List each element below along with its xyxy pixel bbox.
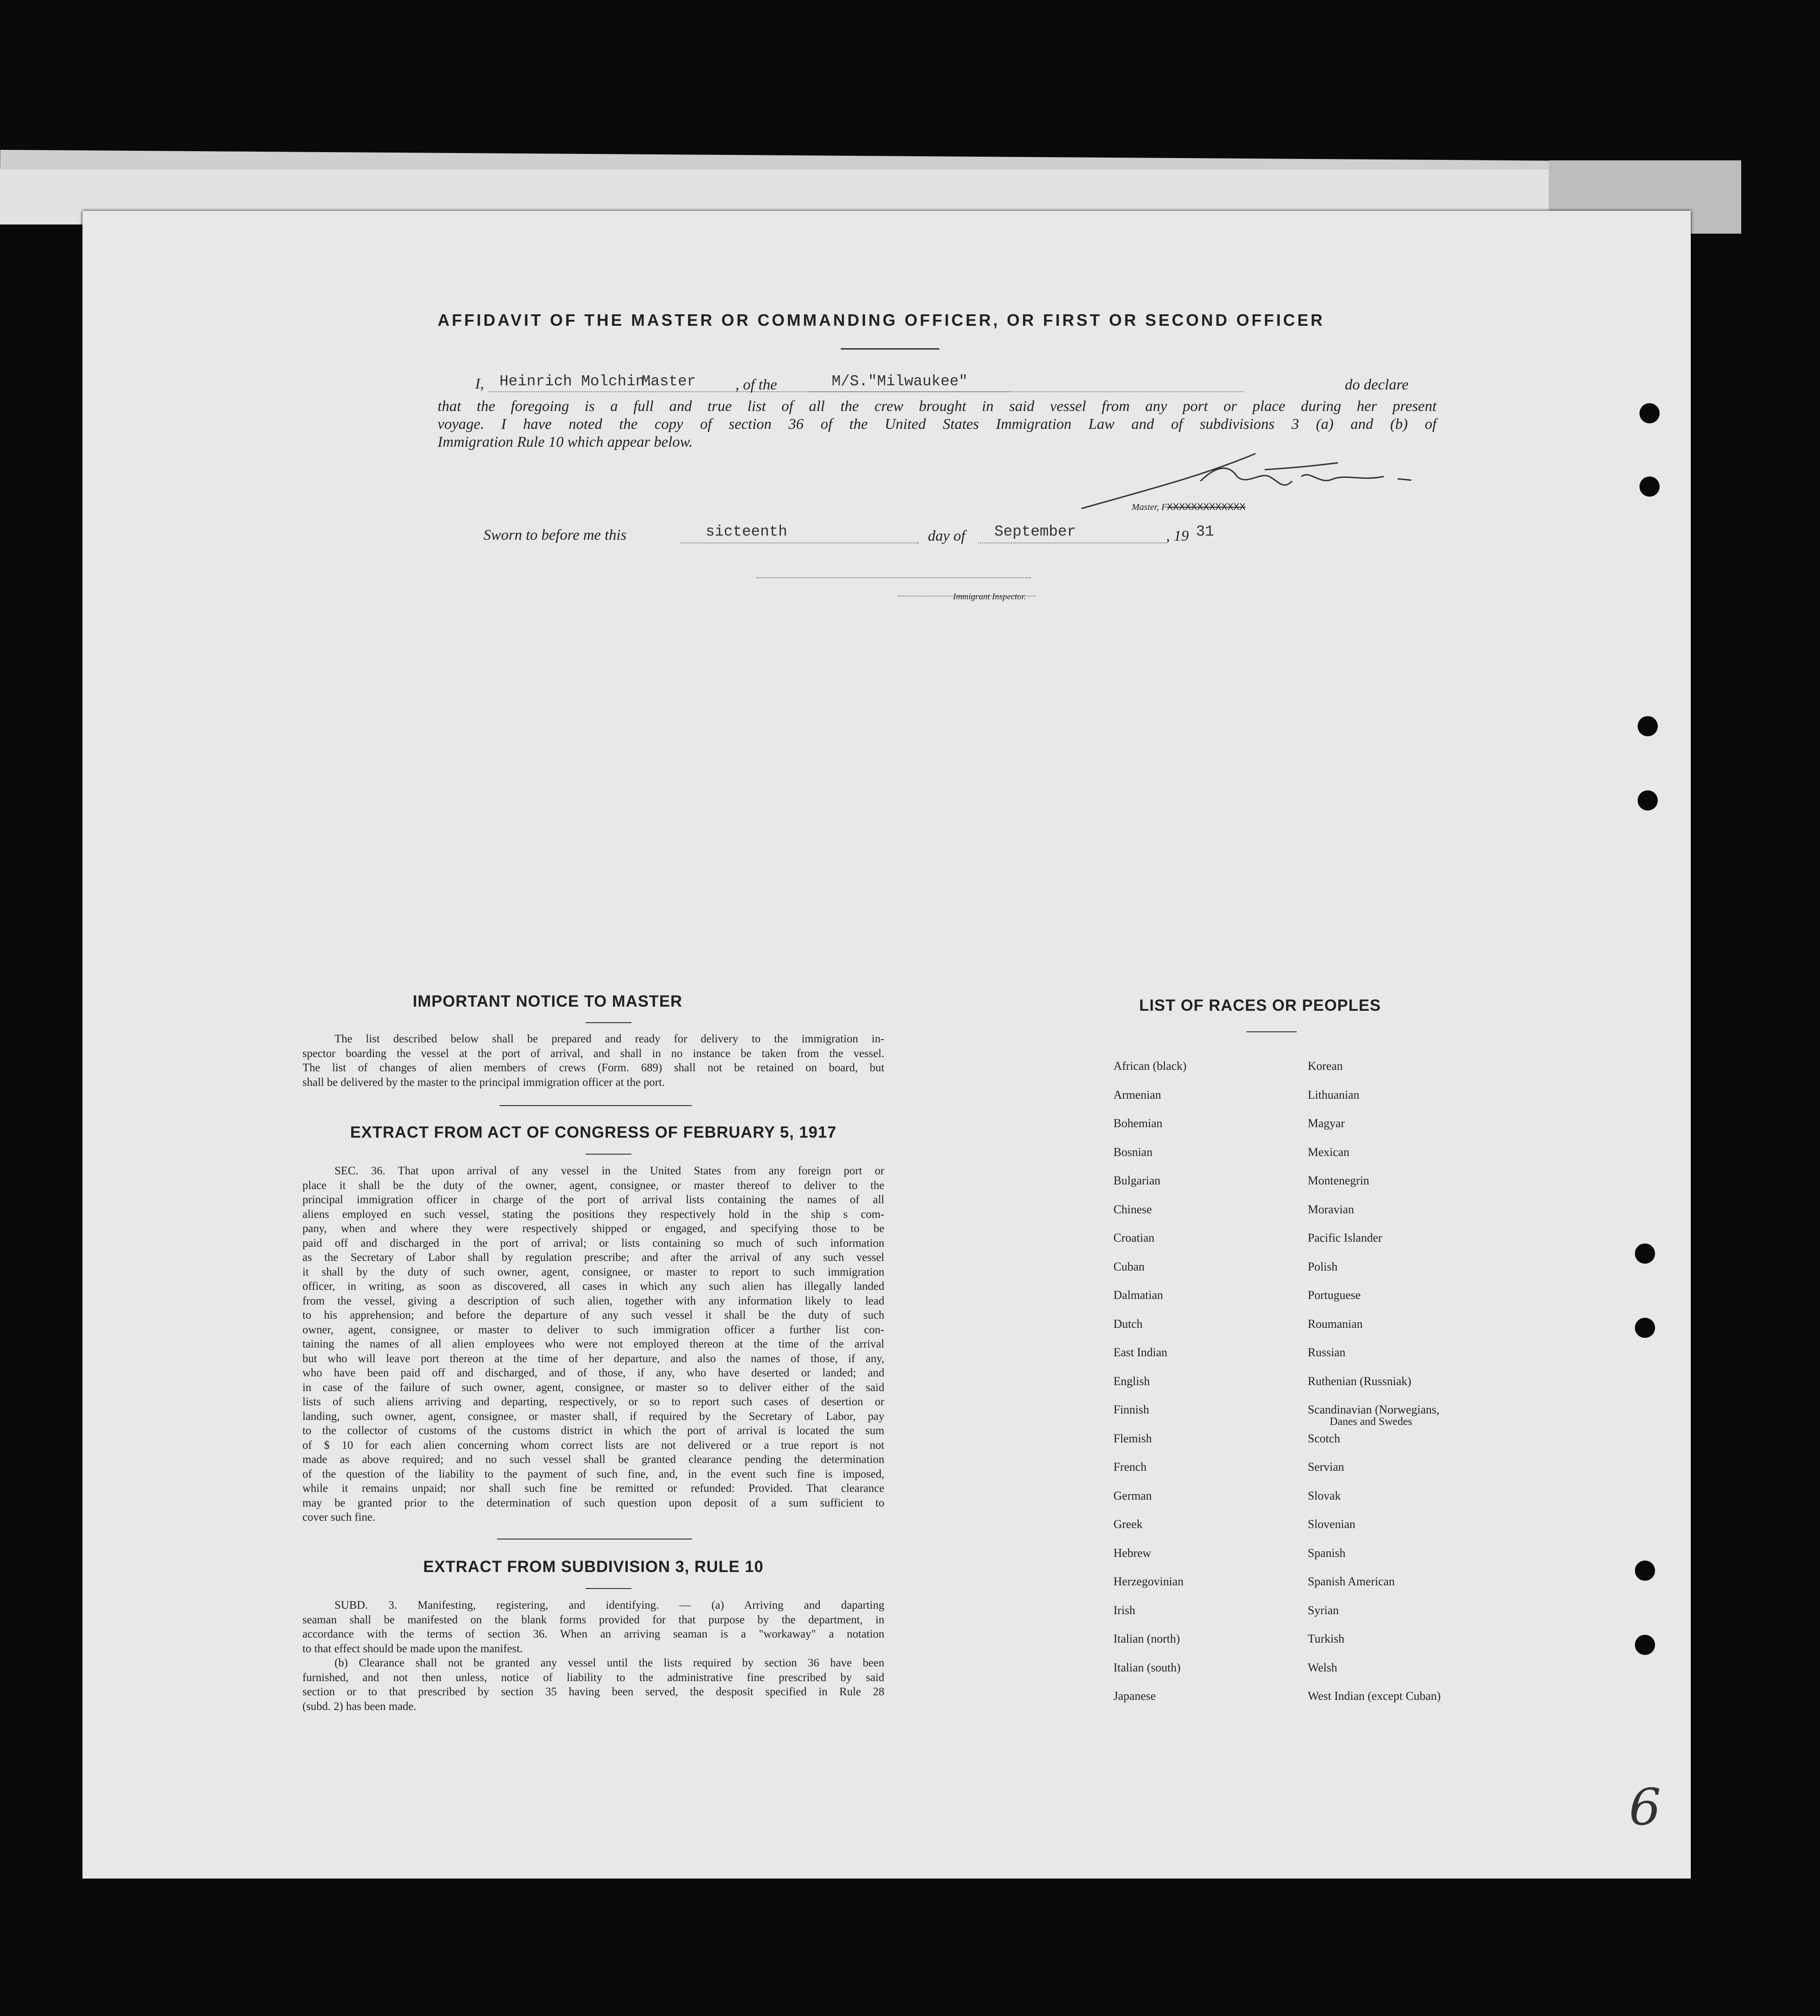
race-item: Polish — [1308, 1260, 1338, 1273]
rule-line: (b) Clearance shall not be granted any vessel until the lists required by section 36 have been — [334, 1657, 884, 1669]
sworn-month: September — [994, 523, 1076, 540]
punch-hole — [1639, 477, 1660, 497]
race-item: Moravian — [1308, 1202, 1354, 1216]
fill-line — [809, 391, 1244, 392]
act-line: made as above required; and no such vessel shall be granted clearance pending the determination — [302, 1453, 884, 1466]
act-line: of $ 10 for each alien concerning whom correct lists are not delivered or a true report is not — [302, 1439, 884, 1452]
race-item: Lithuanian — [1308, 1088, 1360, 1101]
rule-text — [302, 1598, 884, 1714]
race-item: East Indian — [1113, 1346, 1168, 1359]
declaration-text — [438, 398, 1436, 451]
race-item: Irish — [1113, 1603, 1135, 1617]
race-item: English — [1113, 1374, 1150, 1388]
signature-caption: Master, FXXXXXXXXXXXXX — [1132, 502, 1246, 513]
rule-line: seaman shall be manifested on the blank forms provided for that purpose by the department, in — [302, 1613, 884, 1626]
sworn-label: Sworn to before me this — [483, 527, 627, 543]
race-item: Welsh — [1308, 1660, 1338, 1674]
race-item: Greek — [1113, 1517, 1143, 1531]
race-item: Flemish — [1113, 1431, 1152, 1445]
notice-text — [302, 1032, 884, 1090]
race-item: Russian — [1308, 1346, 1346, 1359]
day-of-label: day of — [928, 528, 965, 544]
declaration-line: voyage. I have noted the copy of section 36 of the United States Immigration Law and of subdivisions 3 (a) and (b) of — [438, 416, 1436, 433]
fill-line — [978, 542, 1166, 543]
race-item: Herzegovinian — [1113, 1575, 1184, 1588]
race-item: Roumanian — [1308, 1317, 1363, 1331]
fill-line — [680, 542, 919, 543]
inspector-caption: Immigrant Inspector. — [953, 592, 1026, 602]
act-line: in case of the failure of such owner, agent, consignee, or master so to deliver either of the said — [302, 1381, 884, 1394]
master-name: Heinrich Molchin. — [499, 373, 654, 390]
race-item: Japanese — [1113, 1689, 1156, 1703]
act-line: to his apprehension; and before the departure of any such vessel it shall be the duty of such — [302, 1309, 884, 1321]
year-suffix: 31 — [1196, 523, 1214, 540]
act-line: lists of such aliens arriving and departing, respectively, or so to report such cases of desertion or — [302, 1396, 884, 1408]
race-item: West Indian (except Cuban) — [1308, 1689, 1441, 1703]
race-item: Bosnian — [1113, 1145, 1153, 1159]
punch-hole — [1635, 1318, 1655, 1338]
rule-line: (subd. 2) has been made. — [302, 1700, 417, 1713]
rule-line: section or to that prescribed by section 35 having been served, the desposit specified in Rule 28 — [302, 1686, 884, 1698]
races-heading: LIST OF RACES OR PEOPLES — [1139, 997, 1381, 1014]
declaration-prefix: I, — [475, 376, 484, 392]
race-item: Pacific Islander — [1308, 1231, 1382, 1244]
act-line: landing, such owner, agent, consignee, or master shall, if required by the Secretary of Labor, pay — [302, 1410, 884, 1423]
rule-line: SUBD. 3. Manifesting, registering, and identifying. — (a) Arriving and daparting — [334, 1599, 884, 1611]
act-line: cover such fine. — [302, 1511, 375, 1523]
punch-hole — [1638, 790, 1658, 811]
race-item: Dalmatian — [1113, 1288, 1163, 1302]
notice-line: shall be delivered by the master to the principal immigration officer at the port. — [302, 1076, 665, 1089]
act-line: as the Secretary of Labor shall by regulation prescribe; and after the arrival of any such vessel — [302, 1251, 884, 1264]
race-item: Bohemian — [1113, 1117, 1162, 1130]
notice-line: spector boarding the vessel at the port of arrival, and shall in no instance be taken from the vessel. — [302, 1047, 884, 1060]
declaration-first-line — [438, 372, 1436, 400]
heading-rule — [586, 1022, 631, 1023]
punch-hole — [1638, 716, 1658, 736]
race-item: Chinese — [1113, 1202, 1152, 1216]
sworn-line — [483, 523, 1308, 551]
act-line: it shall by the duty of such owner, agent, consignee, or master to report to such immigration — [302, 1265, 884, 1278]
race-item-continuation: Danes and Swedes — [1330, 1416, 1412, 1428]
race-item: Italian (north) — [1113, 1632, 1180, 1645]
race-item: Bulgarian — [1113, 1174, 1161, 1187]
race-item: French — [1113, 1460, 1147, 1474]
rule-line: accordance with the terms of section 36. When an arriving seaman is a "workaway" a notation — [302, 1628, 884, 1640]
act-line: to the collector of customs of the customs district in which the port of arrival is located the sum — [302, 1424, 884, 1437]
notice-line: The list of changes of alien members of crews (Form. 689) shall not be retained on board, but — [302, 1062, 884, 1074]
punch-hole — [1639, 403, 1660, 423]
sworn-day: sicteenth — [706, 523, 788, 540]
act-line: aliens employed en such vessel, stating the positions they respectively hold in the ship s com- — [302, 1208, 884, 1221]
race-item: Scotch — [1308, 1431, 1340, 1445]
act-line: owner, agent, consignee, or master to deliver to such immigration officer a further list con- — [302, 1323, 884, 1336]
affidavit-title: AFFIDAVIT OF THE MASTER OR COMMANDING OFFICER, OR FIRST OR SECOND OFFICER — [438, 311, 1325, 329]
act-text — [302, 1164, 884, 1525]
act-line: but who will leave port thereon at the time of her departure, and also the names of those, if any, — [302, 1352, 884, 1365]
punch-hole — [1635, 1561, 1655, 1581]
of-the-label: , of the — [735, 377, 777, 393]
race-item: German — [1113, 1489, 1152, 1502]
heading-rule — [1246, 1031, 1297, 1032]
act-line: principal immigration officer in charge of the port of arrival lists containing the names of all — [302, 1194, 884, 1206]
inspector-signature-line — [756, 577, 1031, 578]
race-item: Portuguese — [1308, 1288, 1361, 1302]
races-list — [1113, 1059, 1526, 1747]
act-line: officer, in writing, as soon as discovered, all cases in which any such alien has illegally landed — [302, 1280, 884, 1293]
act-line: place it shall be the duty of the owner, agent, consignee, or master thereof to deliver to the — [302, 1179, 884, 1192]
heading-rule — [586, 1588, 631, 1589]
race-item: Scandinavian (Norwegians, — [1308, 1403, 1440, 1416]
race-item: Slovenian — [1308, 1517, 1355, 1531]
race-item: Cuban — [1113, 1260, 1145, 1273]
manifest-page — [82, 211, 1691, 1879]
race-item: Korean — [1308, 1059, 1343, 1073]
race-item: Spanish — [1308, 1546, 1346, 1560]
race-item: African (black) — [1113, 1059, 1187, 1073]
heading-rule — [586, 1154, 631, 1155]
race-item: Hebrew — [1113, 1546, 1151, 1560]
act-line: who have been paid off and discharged, and of those, if any, who have deserted or landed; and — [302, 1367, 884, 1379]
race-item: Italian (south) — [1113, 1660, 1181, 1674]
race-item: Slovak — [1308, 1489, 1341, 1502]
race-item: Turkish — [1308, 1632, 1344, 1645]
act-line: of the question of the liability to the payment of such fine, and, in the event such fine is imposed, — [302, 1468, 884, 1480]
race-item: Croatian — [1113, 1231, 1155, 1244]
handwritten-page-number: 6 — [1629, 1778, 1661, 1836]
declaration-line: that the foregoing is a full and true list of all the crew brought in said vessel from any port or place during her present — [438, 398, 1436, 415]
race-item: Ruthenian (Russniak) — [1308, 1374, 1412, 1388]
notice-heading: IMPORTANT NOTICE TO MASTER — [412, 992, 683, 1010]
race-item: Syrian — [1308, 1603, 1339, 1617]
act-line: may be granted prior to the determination of such question upon deposit of a sum sufficient to — [302, 1496, 884, 1509]
race-item: Servian — [1308, 1460, 1344, 1474]
race-item: Armenian — [1113, 1088, 1161, 1101]
act-line: while it remains unpaid; nor shall such fine be remitted or refunded: Provided. That clearance — [302, 1482, 884, 1495]
master-signature — [1063, 449, 1475, 518]
act-line: from the vessel, giving a description of such alien, together with any information likely to lead — [302, 1294, 884, 1307]
race-item: Montenegrin — [1308, 1174, 1370, 1187]
act-line: pany, when and where they were respectively shipped or engaged, and specifying those to be — [302, 1222, 884, 1235]
title-rule — [841, 348, 939, 350]
declaration-line: Immigration Rule 10 which appear below. — [438, 434, 693, 450]
section-rule — [499, 1105, 692, 1106]
notice-line: The list described below shall be prepared and ready for delivery to the immigration in- — [334, 1033, 884, 1045]
rule-heading: EXTRACT FROM SUBDIVISION 3, RULE 10 — [423, 1558, 764, 1576]
race-item: Finnish — [1113, 1403, 1150, 1416]
act-line: SEC. 36. That upon arrival of any vessel in the United States from any foreign port or — [334, 1165, 884, 1177]
rule-line: furnished, and not then unless, notice of liability to the administrative fine prescribed by said — [302, 1671, 884, 1684]
race-item: Spanish American — [1308, 1575, 1395, 1588]
year-prefix: , 19 — [1166, 528, 1189, 544]
punch-hole — [1635, 1635, 1655, 1655]
act-heading: EXTRACT FROM ACT OF CONGRESS OF FEBRUARY 5, 1917 — [350, 1123, 837, 1141]
rule-line: to that effect should be made upon the manifest. — [302, 1642, 523, 1655]
act-line: paid off and discharged in the port of arrival; or lists containing so much of such information — [302, 1237, 884, 1249]
do-declare-label: do declare — [1345, 377, 1409, 393]
race-item: Magyar — [1308, 1117, 1345, 1130]
race-item: Mexican — [1308, 1145, 1349, 1159]
vessel-name: M/S."Milwaukee" — [832, 373, 968, 390]
race-item: Dutch — [1113, 1317, 1143, 1331]
officer-rank: Master — [641, 373, 696, 390]
act-line: taining the names of all alien employees who were not employed thereon at the time of the arrival — [302, 1338, 884, 1350]
punch-hole — [1635, 1244, 1655, 1264]
